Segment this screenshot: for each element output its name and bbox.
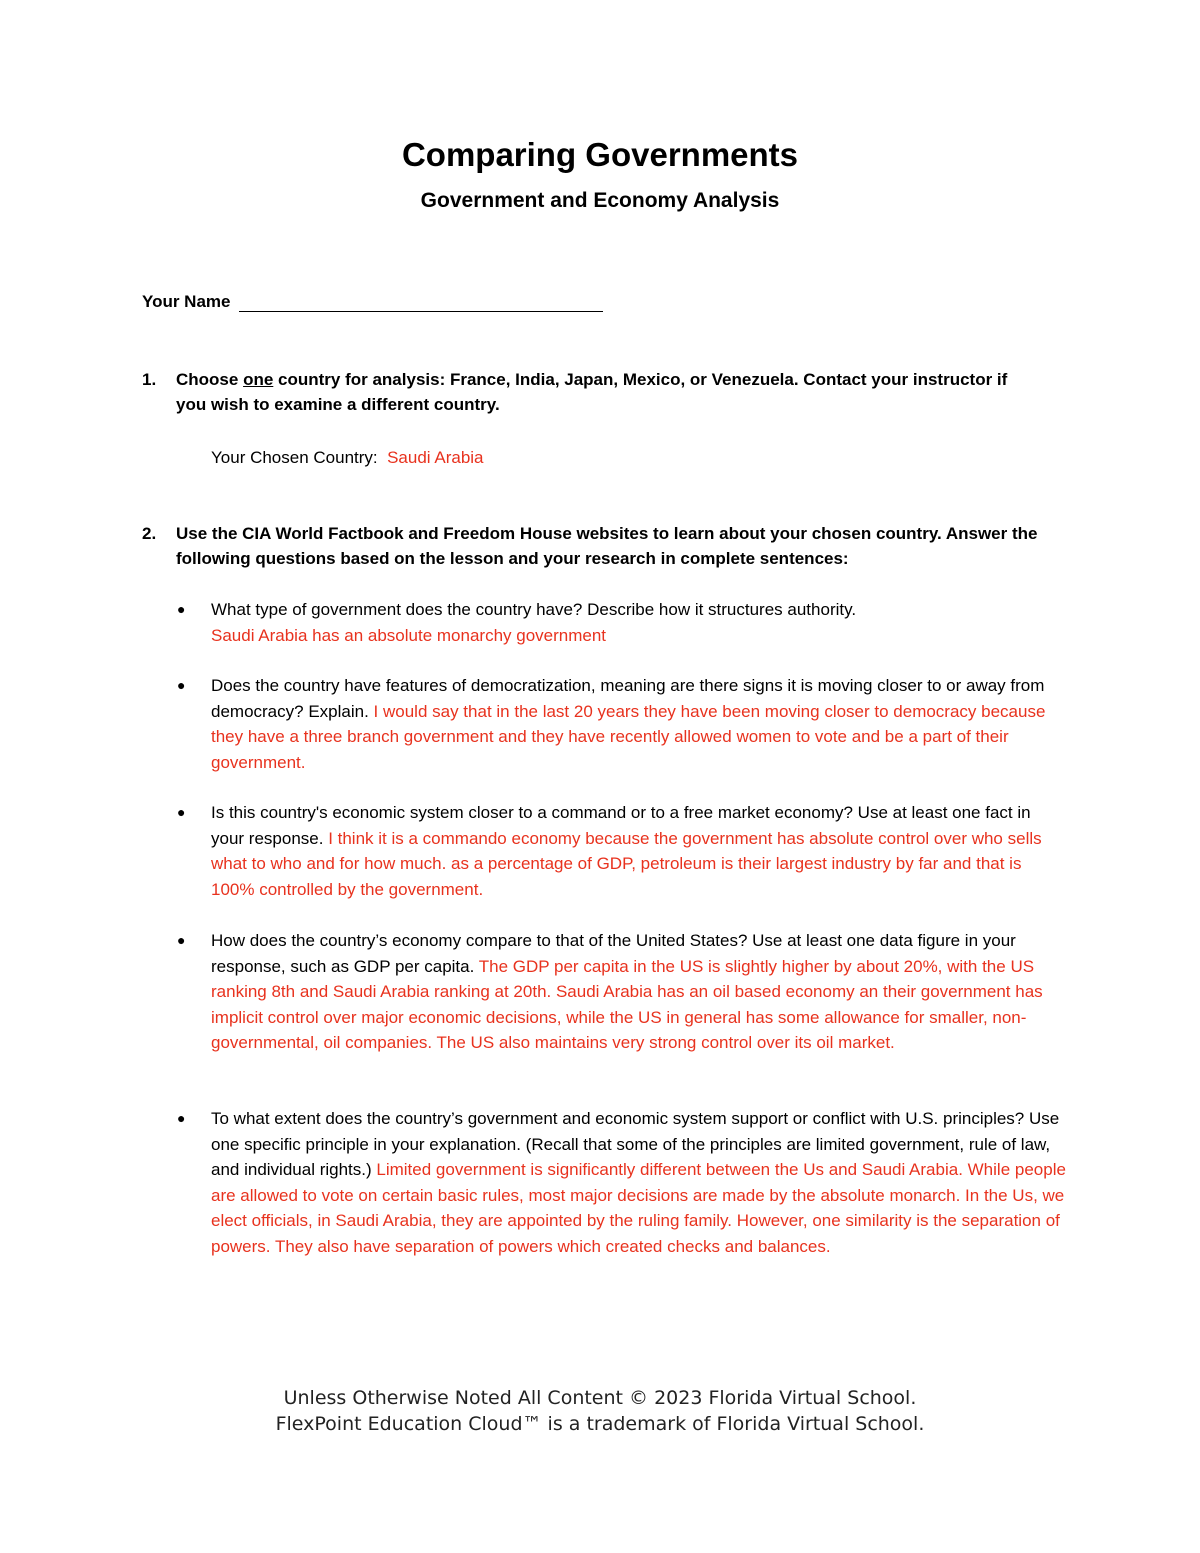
- item-question: How does the country’s economy compare to that of the United States? Use at least one data figure in your response, such as GDP per capita.: [211, 931, 1016, 976]
- question-1-text: [176, 367, 1042, 417]
- list-item: [177, 1106, 1066, 1259]
- question-1-text-part: country for analysis: France, India, Japan, Mexico, or Venezuela. Contact your instructor if you wish to examine a different country.: [176, 370, 1008, 414]
- page-subtitle: Government and Economy Analysis: [420, 189, 780, 212]
- question-1-text-part: Choose: [176, 370, 244, 389]
- bullet-icon: ●: [177, 932, 186, 948]
- name-field-row: [142, 291, 603, 312]
- list-item: [177, 928, 1063, 1056]
- item-question: Does the country have features of democratization, meaning are there signs it is moving closer to or away from democracy? Explain.: [211, 676, 1045, 721]
- chosen-country-value: Saudi Arabia: [387, 448, 484, 467]
- question-1-underlined-word: one: [243, 370, 274, 389]
- page-footer: [0, 1385, 1200, 1437]
- question-1: [142, 367, 1042, 417]
- name-field-blank[interactable]: [239, 291, 603, 312]
- item-question: Is this country's economic system closer to a command or to a free market economy? Use at least one fact in your response.: [211, 803, 1031, 848]
- question-2-text: Use the CIA World Factbook and Freedom House websites to learn about your chosen country. Answer the following questions based on the lesson and your research in complete sentences:: [176, 524, 1038, 568]
- footer-trademark: FlexPoint Education Cloud™ is a trademark of Florida Virtual School.: [275, 1413, 925, 1435]
- item-answer: Saudi Arabia has an absolute monarchy government: [211, 625, 607, 645]
- item-answer: The GDP per capita in the US is slightly higher by about 20%, with the US ranking 8th and Saudi Arabia ranking at 20th. Saudi Arabia has an oil based economy an their government has implicit control over major economic decisions, while the US in general has some allowance for smaller, non-governmental, oil companies. The US also maintains very strong control over its oil market.: [211, 956, 1043, 1052]
- chosen-country-row: [211, 445, 484, 470]
- bullet-icon: ●: [177, 677, 186, 693]
- name-field-label: Your Name: [142, 292, 231, 311]
- bullet-icon: ●: [177, 804, 186, 820]
- item-question: To what extent does the country’s government and economic system support or conflict with U.S. principles? Use one specific principle in your explanation. (Recall that some of the principles are limited government, rule of law, and individual rights.): [211, 1109, 1060, 1179]
- question-2-number: 2.: [142, 524, 157, 543]
- item-question: What type of government does the country have? Describe how it structures authority.: [211, 600, 857, 619]
- question-2: [142, 521, 1042, 571]
- item-answer: I would say that in the last 20 years they have been moving closer to democracy because they have a three branch government and they have recently allowed women to vote and be a part of their government.: [211, 701, 1046, 772]
- question-1-number: 1.: [142, 370, 157, 389]
- footer-copyright: Unless Otherwise Noted All Content © 2023 Florida Virtual School.: [283, 1387, 917, 1409]
- bullet-icon: ●: [177, 1110, 186, 1126]
- list-item: [177, 673, 1063, 775]
- page-title: Comparing Governments: [401, 136, 799, 173]
- list-item: [177, 800, 1063, 902]
- item-answer: Limited government is significantly different between the Us and Saudi Arabia. While people are allowed to vote on certain basic rules, most major decisions are made by the absolute monarch. In the Us, we elect officials, in Saudi Arabia, they are appointed by the ruling family. However, one similarity is the separation of powers. They also have separation of powers which created checks and balances.: [211, 1160, 1066, 1256]
- item-answer: I think it is a commando economy because the government has absolute control over who sells what to who and for how much. as a percentage of GDP, petroleum is their largest industry by far and that is 100% controlled by the government.: [211, 828, 1042, 899]
- chosen-country-label: Your Chosen Country:: [211, 448, 378, 467]
- bullet-icon: ●: [177, 601, 186, 617]
- list-item: [177, 597, 1011, 648]
